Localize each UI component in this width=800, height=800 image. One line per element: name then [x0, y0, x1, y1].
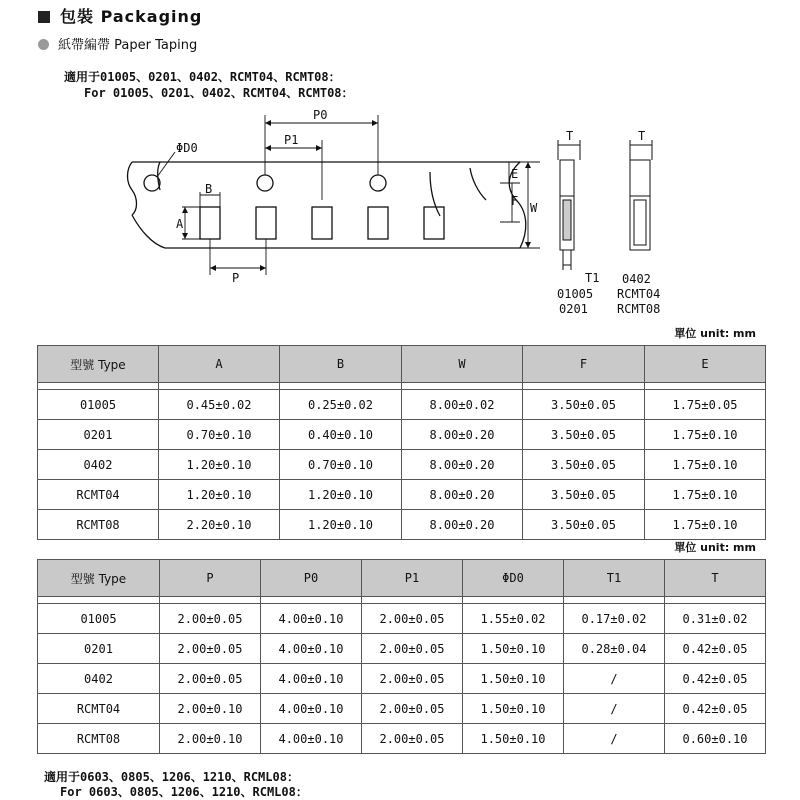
- table2-header-row: [38, 560, 766, 597]
- label-group-right-3: RCMT08: [617, 302, 661, 316]
- table1-header-b: B: [280, 346, 402, 383]
- table-row: 01005 2.00±0.05 4.00±0.10 2.00±0.05 1.55±0.02 0.17±0.02 0.31±0.02: [38, 604, 766, 634]
- sprocket-hole-3: [370, 175, 386, 191]
- label-b: B: [205, 182, 213, 196]
- table-row: RCMT04 2.00±0.10 4.00±0.10 2.00±0.05 1.50±0.10 / 0.42±0.05: [38, 694, 766, 724]
- table2-header-d0: ΦD0: [463, 560, 564, 597]
- label-p: P: [232, 271, 240, 285]
- table2-header-type: 型號 Type: [38, 560, 160, 597]
- table2-header-p0: P0: [261, 560, 362, 597]
- table2-header-p1: P1: [362, 560, 463, 597]
- table1-header-type: 型號 Type: [38, 346, 159, 383]
- footer-zh: 適用于0603、0805、1206、1210、RCML08：: [44, 770, 299, 784]
- pocket-4: [368, 207, 388, 239]
- label-f: F: [511, 194, 519, 208]
- applies-zh: 適用于01005、0201、0402、RCMT04、RCMT08：: [64, 70, 341, 84]
- label-d0: ΦD0: [176, 141, 198, 155]
- table-row: RCMT08 2.00±0.10 4.00±0.10 2.00±0.05 1.50±0.10 / 0.60±0.10: [38, 724, 766, 754]
- sprocket-hole-2: [257, 175, 273, 191]
- table-row: RCMT08 2.20±0.10 1.20±0.10 8.00±0.20 3.50±0.05 1.75±0.10: [38, 510, 766, 540]
- label-group-right-1: 0402: [622, 272, 651, 286]
- label-w: W: [530, 201, 538, 215]
- table2-unit: 單位 unit: mm: [674, 541, 756, 554]
- table-row: RCMT04 1.20±0.10 1.20±0.10 8.00±0.20 3.50±0.05 1.75±0.10: [38, 480, 766, 510]
- label-e: E: [511, 167, 519, 181]
- table1-unit: 單位 unit: mm: [674, 327, 756, 340]
- label-group-right-2: RCMT04: [617, 287, 661, 301]
- table1-header-f: F: [523, 346, 645, 383]
- table-row: 01005 0.45±0.02 0.25±0.02 8.00±0.02 3.50±0.05 1.75±0.05: [38, 390, 766, 420]
- label-t-right: T: [638, 129, 646, 143]
- table2-header-t: T: [665, 560, 766, 597]
- footer-en: For 0603、0805、1206、1210、RCML08：: [60, 785, 308, 799]
- table2-header-t1: T1: [564, 560, 665, 597]
- label-group-left-1: 01005: [557, 287, 594, 301]
- table2-header-p: P: [160, 560, 261, 597]
- table-row: 0201 2.00±0.05 4.00±0.10 2.00±0.05 1.50±0.10 0.28±0.04 0.42±0.05: [38, 634, 766, 664]
- pocket-5: [424, 207, 444, 239]
- spec-table-1: [37, 345, 766, 540]
- applies-en: For 01005、0201、0402、RCMT04、RCMT08：: [84, 86, 354, 100]
- label-p0: P0: [313, 108, 328, 122]
- table-row: 0201 0.70±0.10 0.40±0.10 8.00±0.20 3.50±0.05 1.75±0.10: [38, 420, 766, 450]
- section-title: 包裝 Packaging: [38, 4, 202, 27]
- table-row: 0402 2.00±0.05 4.00±0.10 2.00±0.05 1.50±0.10 / 0.42±0.05: [38, 664, 766, 694]
- label-p1: P1: [284, 133, 299, 147]
- tape-diagram: [0, 0, 800, 330]
- table1-header-row: [38, 346, 766, 383]
- subsection-title: 紙帶編帶 Paper Taping: [38, 34, 197, 53]
- sprocket-hole-1: [144, 175, 160, 191]
- pocket-3: [312, 207, 332, 239]
- label-a: A: [176, 217, 184, 231]
- label-t1: T1: [585, 271, 600, 285]
- label-group-left-2: 0201: [559, 302, 588, 316]
- table1-header-a: A: [159, 346, 280, 383]
- label-t-left: T: [566, 129, 574, 143]
- table1-header-w: W: [402, 346, 523, 383]
- spec-table-2: [37, 559, 766, 754]
- pocket-1: [200, 207, 220, 239]
- pocket-2: [256, 207, 276, 239]
- table1-header-e: E: [645, 346, 766, 383]
- table-row: 0402 1.20±0.10 0.70±0.10 8.00±0.20 3.50±0.05 1.75±0.10: [38, 450, 766, 480]
